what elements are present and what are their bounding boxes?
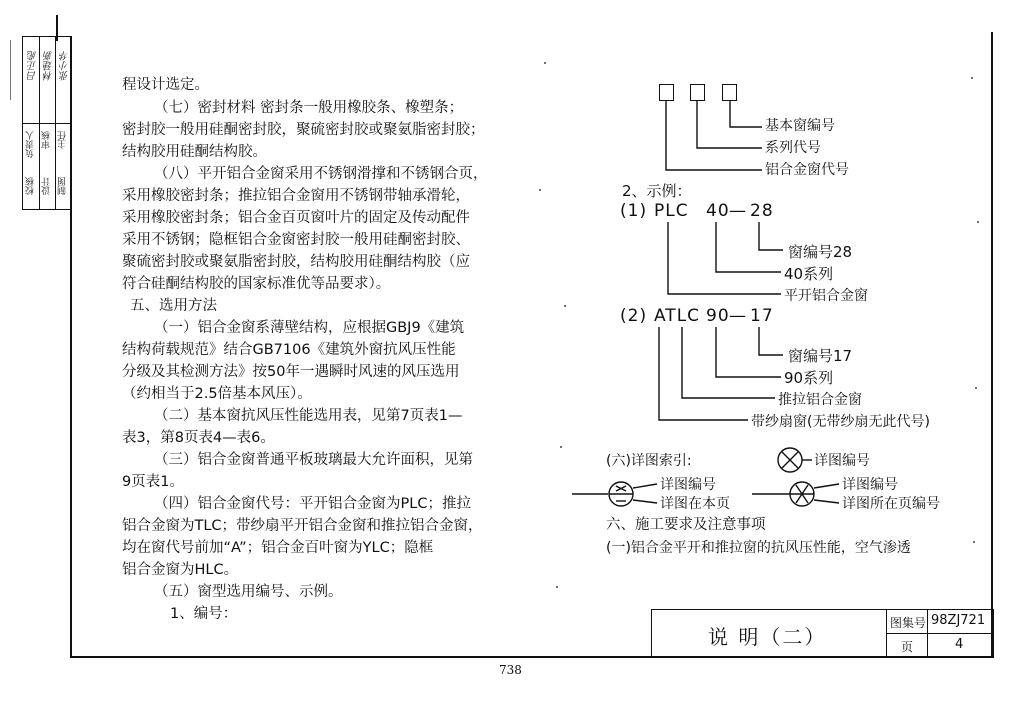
example2-label-type: 推拉铝合金窗 <box>778 392 862 408</box>
example-heading: 2、示例： <box>622 182 692 200</box>
scan-dot <box>560 446 562 448</box>
label-series-code: 系列代号 <box>765 140 821 156</box>
text-line: 符合硅酮结构胶的国家标准优等品要求）。 <box>122 276 391 292</box>
leader-numbering-1 <box>666 101 762 170</box>
example2-code: ATLC <box>654 306 701 326</box>
section6-line1: (一)铝合金平开和推拉窗的抗风压性能，空气渗透 <box>606 540 911 556</box>
sig-label-approve: 校核 <box>26 177 36 195</box>
text-line: 1、编号： <box>170 606 238 622</box>
symbol3-label-number: 详图编号 <box>842 477 898 493</box>
text-line: （二）基本窗抗风压性能选用表，见第7页表1— <box>154 408 463 424</box>
text-line: （八）平开铝合金窗采用不锈钢滑撑和不锈钢合页， <box>154 166 488 182</box>
scan-dot <box>556 586 558 588</box>
symbol2-label-number: 详图编号 <box>660 477 716 493</box>
detail-symbol-2-mark <box>616 486 626 491</box>
sig-label-responsible: 负责人 <box>26 131 36 158</box>
footer-page-number: 738 <box>499 663 522 677</box>
leader-ex2-screen <box>659 327 748 420</box>
text-line: 表3，第8页表4—表6。 <box>122 430 275 446</box>
sig-label-review: 审核 <box>42 131 52 149</box>
title-block <box>651 609 994 658</box>
text-line: 密封胶一般用硅酮密封胶，聚硫密封胶或聚氨脂密封胶； <box>122 122 485 138</box>
example2-label-screen: 带纱扇窗(无带纱扇无此代号) <box>751 414 930 430</box>
signature-3: 张小华 <box>60 51 71 81</box>
scan-dot <box>975 387 977 389</box>
atlas-number-value: 98ZJ721 <box>931 613 986 628</box>
example2-number: 17 <box>750 306 774 326</box>
drawing-title: 说 明（二） <box>708 625 827 649</box>
example2-label-series: 90系列 <box>784 369 834 387</box>
example1-prefix: (1) <box>620 201 648 221</box>
scan-dot <box>973 541 975 543</box>
leader-ex1-type <box>668 222 781 294</box>
leader-ex2-series <box>716 327 781 377</box>
leader-numbering-3 <box>730 101 762 127</box>
leader-ex2-type <box>682 327 775 398</box>
sig-label-director: 主任 <box>58 131 68 149</box>
scan-dot <box>539 189 541 191</box>
leader-ex1-series <box>716 222 781 272</box>
example1-dash: — <box>729 201 747 221</box>
text-line: 采用橡胶密封条；铝合金百页窗叶片的固定及传动配件 <box>122 210 470 226</box>
text-line: 程设计选定。 <box>122 77 209 93</box>
text-line: （四）铝合金窗代号：平开铝合金窗为PLC；推拉 <box>154 496 471 512</box>
text-line: 采用橡胶密封条；推拉铝合金窗用不锈钢带轴承滑轮， <box>122 188 470 204</box>
leader-ex2-number <box>759 327 783 355</box>
sig-label-design: 设计 <box>42 177 52 195</box>
example1-label-series: 40系列 <box>784 265 834 283</box>
text-line: （三）铝合金窗普通平板玻璃最大允许面积，见第 <box>154 452 473 468</box>
scan-dot <box>544 62 546 64</box>
text-line: 采用不锈钢；隐框铝合金窗密封胶一般用硅酮密封胶、 <box>122 232 470 248</box>
page-value: 4 <box>955 637 964 652</box>
text-line: （五）窗型选用编号、示例。 <box>154 584 343 600</box>
example1-code: PLC <box>654 201 689 221</box>
text-line: （一）铝合金窗系薄壁结构，应根据GBJ9《建筑 <box>154 320 465 336</box>
example2-dash: — <box>729 306 747 326</box>
atlas-number-label: 图集号 <box>890 616 927 630</box>
text-line: 聚硫密封胶或聚氨脂密封胶，结构胶用硅酮结构胶（应 <box>122 254 470 270</box>
text-line: 结构胶用硅酮结构胶。 <box>122 144 267 160</box>
text-line: 铝合金窗为HLC。 <box>122 562 239 578</box>
section-heading: 五、选用方法 <box>130 298 217 314</box>
label-basic-window-number: 基本窗编号 <box>765 118 835 134</box>
text-line: （七）密封材料 密封条一般用橡胶条、橡塑条； <box>154 100 464 116</box>
page-label: 页 <box>901 640 914 654</box>
symbol1-label: 详图编号 <box>814 453 870 469</box>
detail-symbol-3-leaders <box>814 484 839 503</box>
detail-symbol-2-leaders <box>633 484 657 503</box>
signature-2: 林建新 <box>44 51 55 81</box>
signature-1: 吕正彪 <box>28 51 39 81</box>
detail-index-heading: (六)详图索引: <box>606 453 692 469</box>
example1-label-number: 窗编号28 <box>788 243 853 261</box>
text-line: 均在窗代号前加“A”；铝合金百叶窗为YLC；隐框 <box>122 540 434 556</box>
text-line: 铝合金窗为TLC；带纱扇平开铝合金窗和推拉铝合金窗， <box>122 518 483 534</box>
text-line: 分级及其检测方法》按50年一遇瞬时风速的风压选用 <box>122 364 460 380</box>
leader-ex1-number <box>759 222 783 250</box>
text-line: 9页表1。 <box>122 474 184 490</box>
scan-dot <box>977 221 979 223</box>
example2-series: 90 <box>706 306 730 326</box>
example1-label-type: 平开铝合金窗 <box>784 288 868 304</box>
label-aluminum-window-code: 铝合金窗代号 <box>765 162 849 178</box>
example1-number: 28 <box>750 201 774 221</box>
sig-label-draw: 制图 <box>58 177 68 195</box>
text-line: 结构荷载规范》结合GB7106《建筑外窗抗风压性能 <box>122 342 456 358</box>
symbol2-label-page: 详图在本页 <box>660 496 730 512</box>
detail-symbol-1-cross <box>782 452 798 468</box>
example2-prefix: (2) <box>620 306 648 326</box>
scan-dot <box>971 77 973 79</box>
section6-heading: 六、施工要求及注意事项 <box>606 517 766 533</box>
example2-label-number: 窗编号17 <box>788 347 853 365</box>
symbol3-label-page: 详图所在页编号 <box>842 496 940 512</box>
text-line: （约相当于2.5倍基本风压）。 <box>122 386 312 402</box>
scan-dot <box>564 305 566 307</box>
example1-series: 40 <box>706 201 730 221</box>
